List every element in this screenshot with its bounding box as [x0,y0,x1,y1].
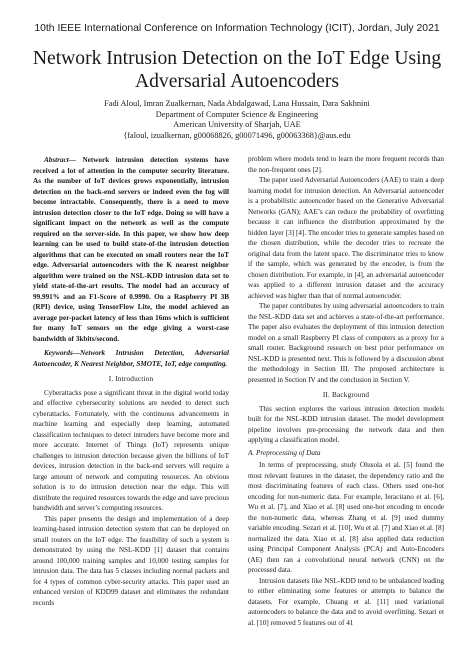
right-paragraph-3: The paper contributes by using adversarial autoencoders to train the NSL-KDD data set and achieves a state-of-the-art performance. The paper also evaluates the deployment of this intrusion detection model on a small Raspberry PI class of computers as a proxy for a small router. Background research on best prior performance on NSL-KDD is presented next. This is followed by a discussion about the methodology in Section III. The proposed architecture is presented in Section IV and the conclusion in Section V. [248,302,444,384]
subsection-heading-preprocessing: A. Preprocessing of Data [248,448,321,457]
author-block [0,99,474,141]
intro-paragraph-1: Cyberattacks pose a significant threat in the digital world today and effective cybersecurity solutions are needed to detect such cyberattacks. Fortunately, with the continuous advancements in machine learning and especially deep learning, automated classification techniques to detect intruders have become more and more accurate. Internet of Things (IoT) represents unique challenges to intrusion detection because given the billions of IoT devices, intrusion detection in the back-end servers will require a large amount of network and computing resources. An obvious solution is to do intrusion detection near the edge. This will distribute the required resources towards the edge and save precious bandwidth and server’s computing resources. [33,388,229,512]
left-column [33,155,229,608]
keywords-label: Keywords [44,349,73,357]
paper-title-line-2: Adversarial Autoencoders [134,71,340,92]
background-paragraph-1: This section explores the various intrusion detection models built for the NSL-KDD intrusion dataset. The model development pipeline involves pre-processing the network data and then applying a classification model. [248,404,444,444]
abstract [33,155,229,344]
section-heading-introduction: I. Introduction [108,375,154,383]
abstract-label: Abstract [44,156,69,164]
author-university: American University of Sharjah, UAE [173,120,301,130]
right-paragraph-2: The paper used Adversarial Autoencoders (AAE) to train a deep learning model for intrusion detection. An Adversarial autoencoder is a probabilistic autoencoder based on the Generative Adversarial Networks (GAN); AAE’s can reduce the probability of overfitting because it can influence the distribution approximated by the hidden layer [3] [4]. The encoder tries to generate samples based on the chosen distribution, while the decoder tries to recreate the original data from the latent space. The discriminator tries to know if the sample, which was generated by the encoder, is from the chosen distribution. For example, in [4], an adversarial autoencoder was applied to a different intrusion dataset and the accuracy achieved was higher than that of normal autoencoder. [248,176,444,300]
background-paragraph-3: Intrusion datasets like NSL-KDD tend to be unbalanced leading to either eliminating some features or attempts to balance the datasets. For example, Chuang et al. [11] used variational autoencoders to balance the data and to avoid overfitting. Sezari et al. [10] removed 5 features out of 41 [248,576,444,627]
keywords-text: —Network Intrusion Detection, Adversarial Autoencoder, K Nearest Neighbor, SMOTE, IoT, edge computing. [33,349,229,368]
section-heading-background: II. Background [322,391,370,399]
paper-title [0,47,474,93]
author-emails: {faloul, izualkernan, g00068826, g00071496, g00063368}@aus.edu [123,130,351,140]
background-paragraph-2: In terms of preprocessing, study Olusola et al. [5] found the most relevant features in the dataset, the dependency ratio and the most discriminating features of each class. Others used one-hot encoding for non-numeric data. For example, Ieracitano et al. [6], Wu et al. [7], and Xiao et al. [8] used one-hot encoding to encode the non-numeric data, whereas Zhang et al. [9] used dummy variable encoding. Sezari et al. [10], Wu et al. [7] and Xiao et al. [8] normalized the data. Xiao et al. [8] also applied data reduction using Principal Component Analysis (PCA) and Auto-Encoders (AE) then ran a convolutional neural network (CNN) on the processed data. [248,461,444,574]
author-department: Department of Computer Science & Engineering [155,109,319,119]
abstract-text: — Network intrusion detection systems have received a lot of attention in the computer security literature. As the number of IoT devices grows exponentially, intrusion detection on the back-end servers or indeed even the fog will become intractable. Consequently, there is a need to move intrusion detection closer to the IoT edge. Doing so will have a significant impact on the network as well as the compute required on the server-side. In this paper, we show how deep learning can be used to build state-of-the intrusion detection algorithms that can be executed on small routers near the IoT edge. Adversarial autoencoders with the K nearest neighbor algorithm were trained on the NSL-KDD intrusion data set to yield state-of-the-art results. The model had an accuracy of 99.991% and an F1-Score of 0.9990. On a Raspberry PI 3B (RPI) device, using TensorFlow Lite, the model achieved an average per-packet latency of less than 16ms which is sufficient for many IoT sensors on the edge giving a worst-case bandwidth of 3kbits/second. [33,156,229,343]
intro-paragraph-2: This paper presents the design and implementation of a deep learning-based intrusion detection system that can be deployed on small routers on the IoT edge. The feasibility of such a system is demonstrated by using the NSL-KDD [1] dataset that contains around 100,000 training samples and 10,000 testing samples for intrusion data. The data has 5 classes including normal packets and for 4 types of common cyber-security attacks. This paper used an enhanced version of KDD99 dataset and eliminates the redundant records [33,514,229,607]
right-column [248,154,444,628]
author-names: Fadi Aloul, Imran Zualkernan, Nada Abdalgawad, Lana Hussain, Dara Sakhnini [104,99,370,108]
conference-header: 10th IEEE International Conference on Information Technology (ICIT), Jordan, July 2021 [34,23,440,34]
right-paragraph-1: problem where models tend to learn the more frequent records than the non-frequent ones [2]. [248,155,444,174]
paper-title-line-1: Network Intrusion Detection on the IoT Edge Using [32,48,442,69]
keywords [33,348,229,369]
